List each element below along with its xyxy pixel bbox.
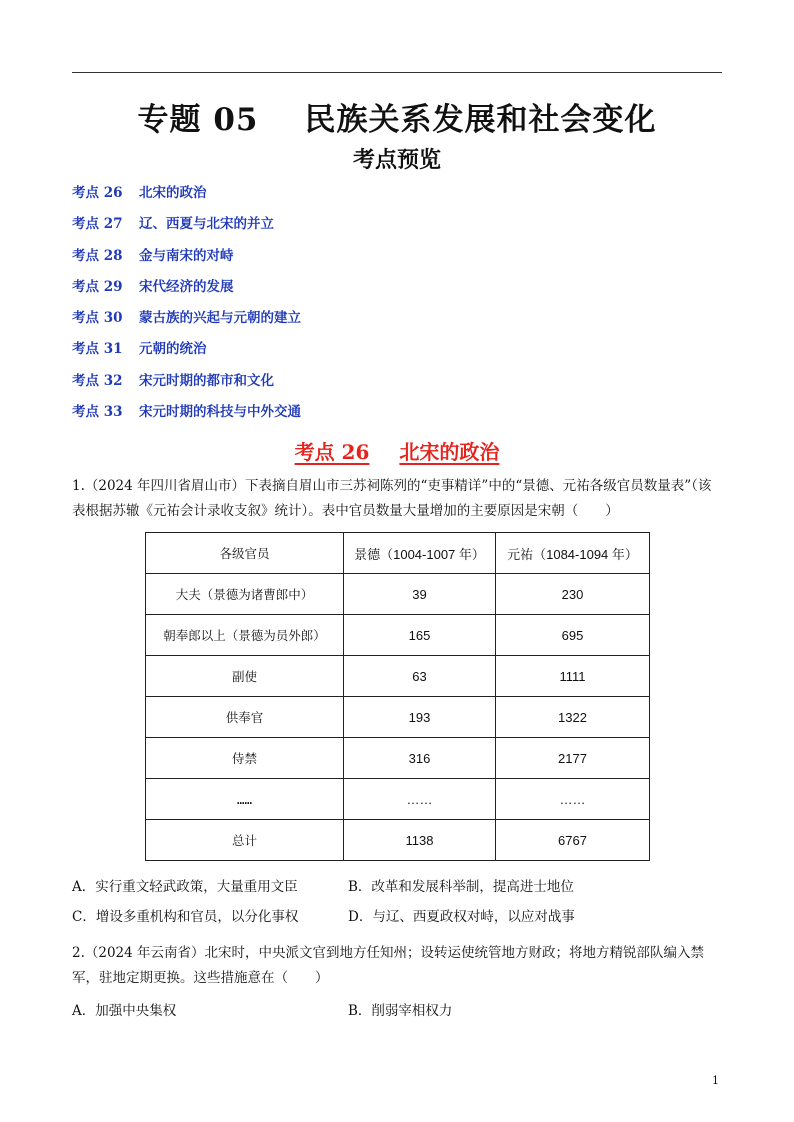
option-a[interactable]: A．加强中央集权 (72, 1003, 177, 1019)
preview-item[interactable] (72, 370, 301, 401)
table-cell: …… (496, 779, 650, 820)
preview-item[interactable] (72, 401, 301, 432)
table-cell: 193 (344, 697, 496, 738)
table-cell: 230 (496, 574, 650, 615)
preview-item-label: 金与南宋的对峙 (139, 247, 234, 264)
table-cell: 316 (344, 738, 496, 779)
option-a[interactable]: A．实行重文轻武政策，大量重用文臣 (72, 879, 298, 895)
preview-list (72, 182, 301, 432)
table-row (146, 738, 650, 779)
preview-item-label: 北宋的政治 (139, 185, 207, 201)
table-cell: 2177 (496, 738, 650, 779)
preview-item-num: 考点 32 (72, 372, 123, 389)
table-row (146, 697, 650, 738)
table-cell: 副使 (146, 656, 344, 697)
table-cell: …… (344, 779, 496, 820)
title-part2: 民族关系发展和社会变化 (304, 102, 657, 138)
table-cell: 总计 (146, 820, 344, 861)
preview-item[interactable] (72, 182, 301, 213)
preview-item-num: 考点 27 (72, 216, 123, 233)
table-cell: 1111 (496, 656, 650, 697)
question-1-options-row (72, 876, 574, 898)
option-b[interactable]: B．改革和发展科举制，提高进士地位 (348, 879, 574, 895)
table-cell: 供奉官 (146, 697, 344, 738)
table-cell: 39 (344, 574, 496, 615)
preview-item-num: 考点 30 (72, 310, 123, 327)
preview-item-label: 蒙古族的兴起与元朝的建立 (139, 310, 301, 327)
preview-item[interactable] (72, 245, 301, 276)
preview-item[interactable] (72, 338, 301, 369)
preview-item-num: 考点 33 (72, 404, 123, 421)
preview-item-label: 宋元时期的都市和文化 (139, 372, 274, 389)
preview-heading: 考点预览 (352, 147, 441, 173)
preview-item-num: 考点 28 (72, 247, 123, 264)
option-c[interactable]: C．增设多重机构和官员，以分化事权 (72, 909, 299, 925)
section-num: 考点 26 (294, 440, 370, 464)
preview-item[interactable] (72, 307, 301, 338)
table-row (146, 820, 650, 861)
table-row (146, 779, 650, 820)
page-number: 1 (712, 1074, 719, 1087)
table-row (146, 574, 650, 615)
table-row (146, 615, 650, 656)
preview-item-label: 辽、西夏与北宋的并立 (139, 216, 274, 233)
header-rule (72, 72, 722, 73)
question-2-text: 2.（2024 年云南省）北宋时，中央派文官到地方任知州；设转运使统管地方财政；将地方精锐部队编入禁军，驻地定期更换。这些措施意在（ ） (72, 945, 705, 986)
question-2-options-row (72, 1000, 453, 1022)
preview-item-num: 考点 26 (72, 185, 123, 201)
preview-item-label: 元朝的统治 (139, 341, 207, 358)
table-cell: 1138 (344, 820, 496, 861)
preview-item-label: 宋代经济的发展 (139, 278, 234, 295)
question-1-text: 1.（2024 年四川省眉山市）下表摘自眉山市三苏祠陈列的“吏事精详”中的“景德、元祐各级官员数量表”（该表根据苏辙《元祐会计录收支叙》统计）。表中官员数量大量增加的主要原因是宋朝（ ） (72, 478, 712, 519)
table-cell: 63 (344, 656, 496, 697)
table-cell: 侍禁 (146, 738, 344, 779)
option-b[interactable]: B．削弱宰相权力 (348, 1003, 453, 1019)
table-header-cell: 各级官员 (146, 533, 344, 574)
table-header-row (146, 533, 650, 574)
section-label: 北宋的政治 (399, 440, 500, 464)
table-cell: 695 (496, 615, 650, 656)
title-part1: 专题 05 (137, 102, 259, 138)
preview-item[interactable] (72, 213, 301, 244)
preview-item-label: 宋元时期的科技与中外交通 (139, 404, 301, 421)
preview-item-num: 考点 29 (72, 278, 123, 295)
table-cell: 大夫（景德为诸曹郎中） (146, 574, 344, 615)
table-cell: 1322 (496, 697, 650, 738)
table-cell: 165 (344, 615, 496, 656)
table-row (146, 656, 650, 697)
table-header-cell: 元祐（1084-1094 年） (496, 533, 650, 574)
section-heading (0, 436, 794, 465)
table-cell: …… (146, 779, 344, 820)
preview-item[interactable] (72, 276, 301, 307)
preview-item-num: 考点 31 (72, 341, 123, 358)
table-cell: 6767 (496, 820, 650, 861)
table-cell: 朝奉郎以上（景德为员外郎） (146, 615, 344, 656)
option-d[interactable]: D．与辽、西夏政权对峙，以应对战事 (348, 909, 575, 925)
page-title (0, 94, 794, 139)
table-header-cell: 景德（1004-1007 年） (344, 533, 496, 574)
question-1-options-row (72, 906, 575, 928)
officials-table (145, 532, 650, 861)
